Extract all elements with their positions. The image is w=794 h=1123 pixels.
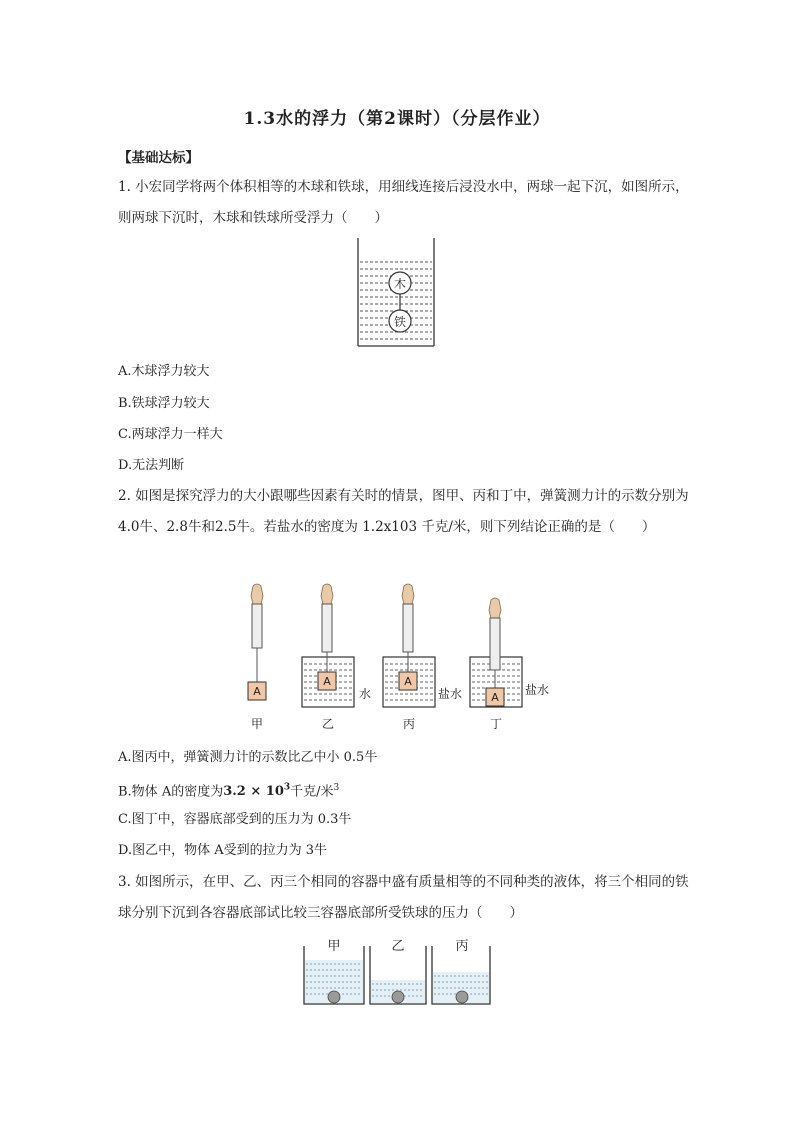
question-3-figure bbox=[300, 934, 494, 1010]
setup-ding bbox=[470, 598, 549, 731]
option-b-value: $3.2 \times 10^3$ bbox=[223, 783, 291, 800]
hand-icon bbox=[489, 598, 501, 618]
hand-icon bbox=[321, 584, 333, 604]
question-1-option-b: B.铁球浮力较大 bbox=[118, 396, 210, 411]
setup-bing bbox=[383, 584, 462, 731]
label-jia: 甲 bbox=[250, 717, 264, 731]
question-2-text: 2. 如图是探究浮力的大小跟哪些因素有关时的情景，图甲、丙和丁中，弹簧测力计的示数分别为 4.0牛、2.8牛和2.5牛。若盐水的密度为 1.2x103 千克/米，则下列结论正确的是（ ） bbox=[118, 488, 689, 535]
page-title: 1.3水的浮力（第2课时）（分层作业） bbox=[243, 109, 551, 129]
question-2-option-a: A.图丙中，弹簧测力计的示数比乙中小 0.5牛 bbox=[118, 750, 378, 765]
hand-icon bbox=[402, 584, 414, 604]
question-2-figure bbox=[240, 582, 560, 732]
option-b-unit: 千克/米 bbox=[290, 784, 334, 800]
svg-text:A: A bbox=[253, 685, 261, 698]
setup-jia bbox=[248, 584, 266, 731]
wood-ball-label: 木 bbox=[393, 277, 407, 291]
label-yi: 乙 bbox=[321, 717, 335, 731]
question-2-option-c: C.图丁中，容器底部受到的压力为 0.3牛 bbox=[118, 812, 352, 827]
question-3-text: 3. 如图所示，在甲、乙、丙三个相同的容器中盛有质量相等的不同种类的液体，将三个相同的铁球分别下沉到各容器底部试比较三容器底部所受铁球的压力（ ） bbox=[118, 874, 689, 921]
iron-ball bbox=[328, 991, 340, 1003]
iron-ball-label: 铁 bbox=[393, 315, 407, 329]
option-b-unit-exp: 3 bbox=[333, 783, 340, 793]
svg-text:甲: 甲 bbox=[327, 939, 341, 954]
label-bing: 丙 bbox=[402, 717, 416, 731]
hand-icon bbox=[251, 584, 263, 604]
svg-text:A: A bbox=[404, 675, 412, 688]
question-1-option-d: D.无法判断 bbox=[118, 458, 185, 473]
svg-text:A: A bbox=[323, 675, 331, 688]
svg-text:乙: 乙 bbox=[391, 939, 405, 954]
question-2-option-b bbox=[118, 778, 339, 802]
container-bing bbox=[432, 939, 490, 1004]
section-heading: 【基础达标】 bbox=[118, 150, 199, 166]
svg-text:A: A bbox=[491, 691, 499, 704]
question-2-option-d: D.图乙中，物体 A受到的拉力为 3牛 bbox=[118, 843, 328, 858]
question-1-option-c: C.两球浮力一样大 bbox=[118, 427, 223, 442]
iron-ball bbox=[456, 991, 468, 1003]
container-jia bbox=[304, 939, 364, 1004]
question-1-figure bbox=[350, 236, 442, 350]
container-yi bbox=[370, 939, 426, 1004]
iron-ball bbox=[392, 991, 404, 1003]
label-ding: 丁 bbox=[489, 717, 503, 731]
option-b-prefix: B.物体 A的密度为 bbox=[118, 784, 224, 800]
liquid-label-bing: 盐水 bbox=[437, 687, 463, 701]
question-1-text: 1. 小宏同学将两个体积相等的木球和铁球，用细线连接后浸没水中，两球一起下沉，如图所示，则两球下沉时，木球和铁球所受浮力（ ） bbox=[118, 179, 689, 226]
liquid-label-yi: 水 bbox=[358, 687, 372, 701]
liquid-label-ding: 盐水 bbox=[524, 683, 550, 697]
svg-text:丙: 丙 bbox=[455, 939, 469, 954]
question-1-option-a: A.木球浮力较大 bbox=[118, 364, 210, 379]
setup-yi bbox=[302, 584, 371, 731]
